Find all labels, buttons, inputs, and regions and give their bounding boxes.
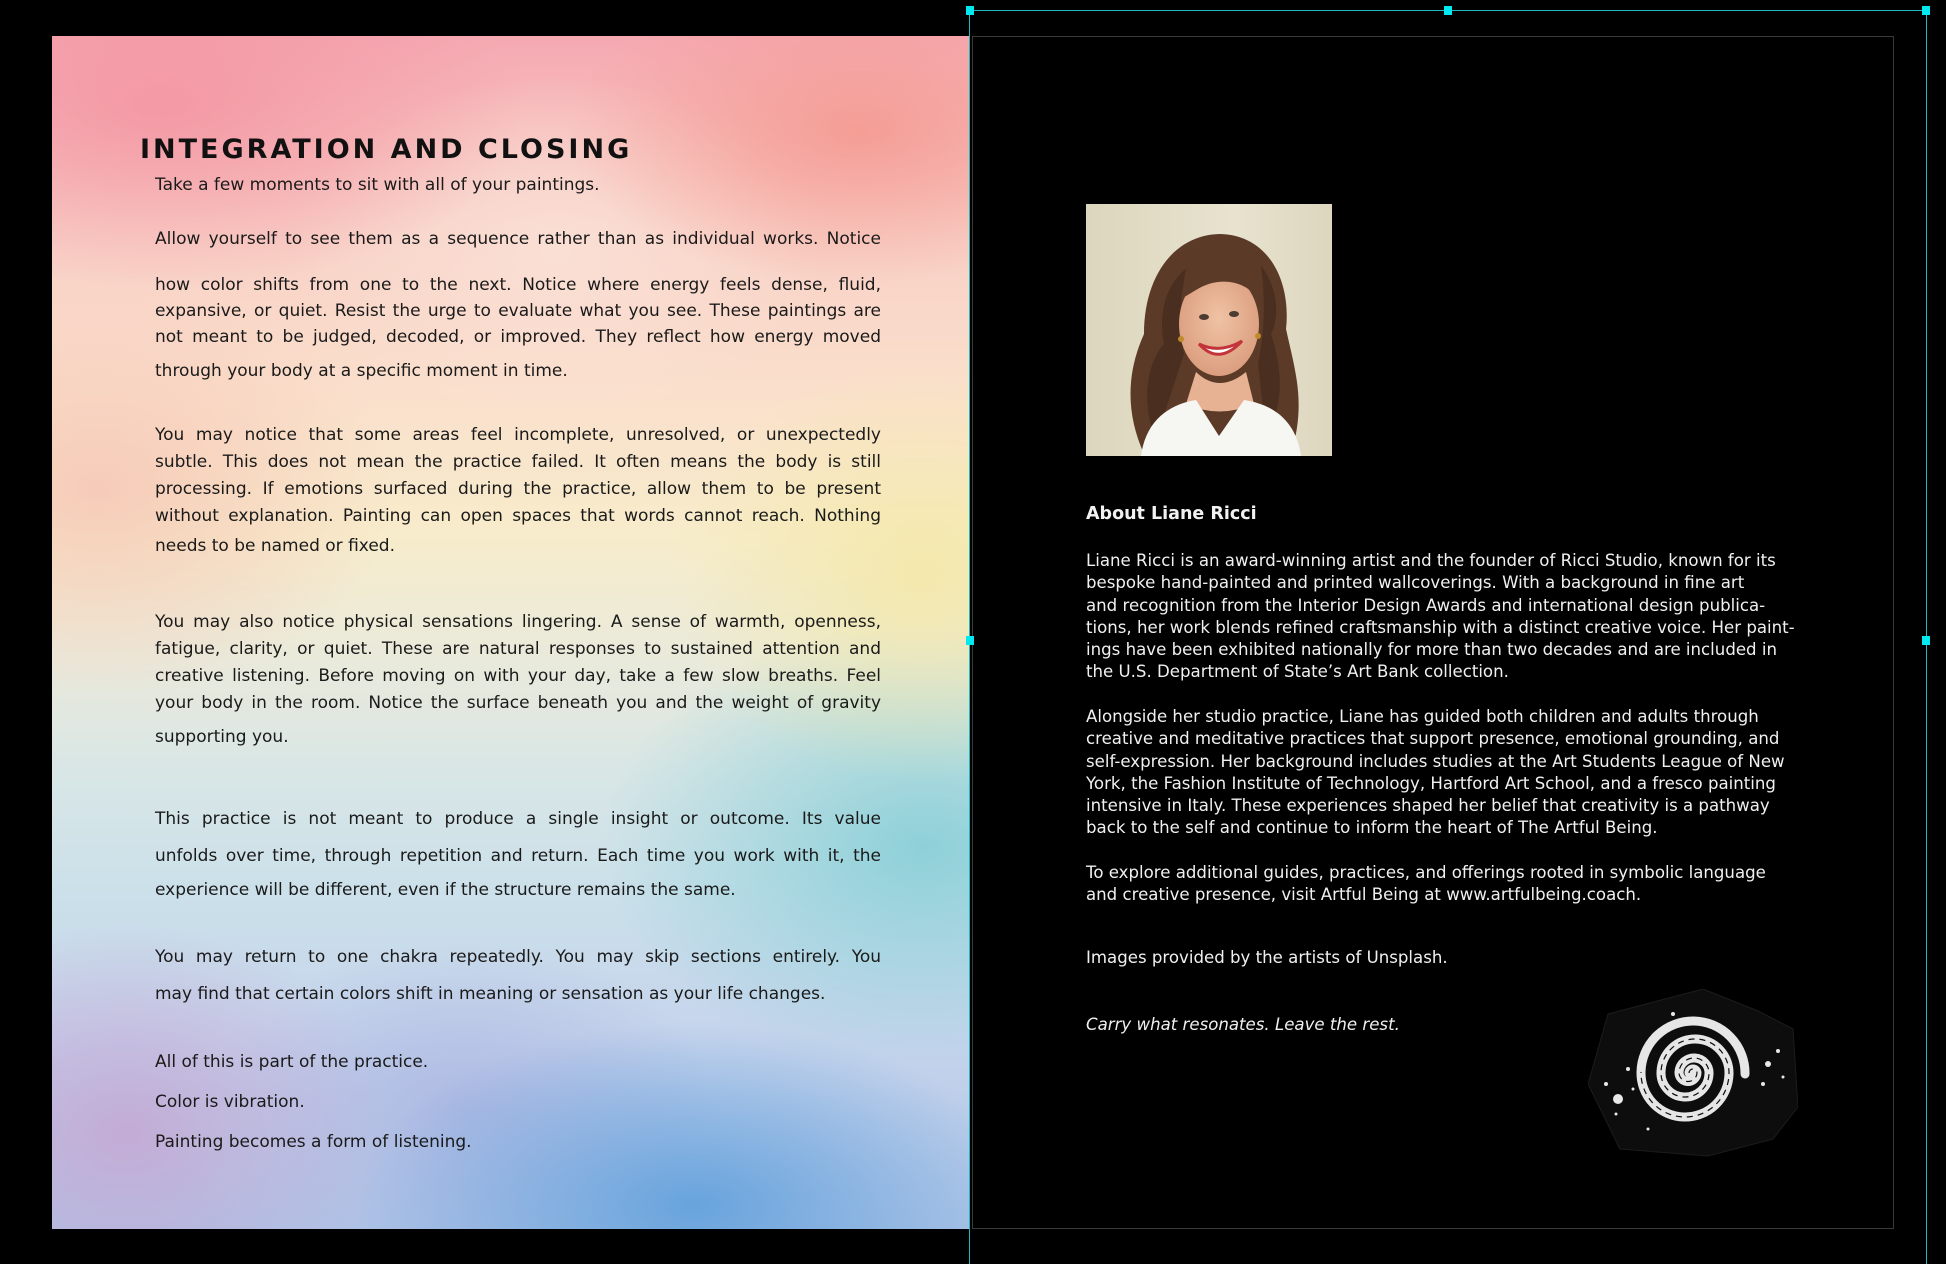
page-heading[interactable]: INTEGRATION AND CLOSING bbox=[140, 134, 633, 165]
text-line: Painting becomes a form of listening. bbox=[155, 1132, 472, 1152]
text-line: tions, her work blends refined craftsmanship with a distinct creative voice. Her paint- bbox=[1086, 617, 1795, 637]
text-line: ings have been exhibited nationally for more than two decades and are included in bbox=[1086, 640, 1777, 660]
text-line: To explore additional guides, practices, and offerings rooted in symbolic language bbox=[1086, 863, 1766, 882]
text-line: your body in the room. Notice the surface beneath you and the weight of gravity bbox=[155, 693, 881, 713]
text-line: and creative presence, visit Artful Being at www.artfulbeing.coach. bbox=[1086, 885, 1642, 905]
text-line: unfolds over time, through repetition and return. Each time you work with it, the bbox=[155, 846, 881, 866]
about-heading[interactable]: About Liane Ricci bbox=[1086, 504, 1257, 524]
text-line: creative listening. Before moving on with your day, take a few slow breaths. Feel bbox=[155, 666, 881, 686]
paragraph-sequence[interactable] bbox=[155, 272, 881, 385]
spiral-emblem-icon[interactable] bbox=[1588, 989, 1798, 1157]
author-portrait[interactable] bbox=[1086, 204, 1332, 456]
right-page[interactable] bbox=[972, 36, 1894, 1229]
text-line: and recognition from the Interior Design Awards and international design publica- bbox=[1086, 595, 1766, 615]
text-line: supporting you. bbox=[155, 727, 289, 747]
text-line: Take a few moments to sit with all of your paintings. bbox=[155, 175, 600, 195]
text-line: may find that certain colors shift in meaning or sensation as your life changes. bbox=[155, 984, 826, 1004]
text-line: You may return to one chakra repeatedly. You may skip sections entirely. You bbox=[155, 947, 881, 967]
resize-handle-middle-left[interactable] bbox=[966, 636, 974, 645]
text-line: needs to be named or fixed. bbox=[155, 536, 395, 556]
text-line: fatigue, clarity, or quiet. These are natural responses to sustained attention and bbox=[155, 639, 881, 659]
bio-paragraph-3[interactable] bbox=[1086, 862, 1806, 907]
text-line: York, the Fashion Institute of Technology, Hartford Art School, and a fresco painting bbox=[1086, 773, 1776, 793]
resize-handle-middle-right[interactable] bbox=[1922, 636, 1930, 645]
text-line: processing. If emotions surfaced during the practice, allow them to be present bbox=[155, 479, 881, 499]
text-line: experience will be different, even if the structure remains the same. bbox=[155, 880, 736, 900]
left-page-content bbox=[52, 36, 969, 1229]
text-line: intensive in Italy. These experiences shaped her belief that creativity is a pathway bbox=[1086, 796, 1770, 816]
text-line: without explanation. Painting can open spaces that words cannot reach. Nothing bbox=[155, 506, 881, 526]
text-line: Alongside her studio practice, Liane has guided both children and adults through bbox=[1086, 707, 1759, 726]
left-page[interactable] bbox=[52, 36, 969, 1229]
paragraph-sequence-lead[interactable] bbox=[155, 226, 881, 253]
text-line: through your body at a specific moment in time. bbox=[155, 361, 568, 381]
bio-paragraph-2[interactable] bbox=[1086, 706, 1806, 840]
text-line: the U.S. Department of State’s Art Bank collection. bbox=[1086, 662, 1509, 682]
text-line: Liane Ricci is an award-winning artist and the founder of Ricci Studio, known for its bbox=[1086, 551, 1776, 570]
paragraph-intro[interactable] bbox=[155, 172, 881, 199]
text-line: expansive, or quiet. Resist the urge to evaluate what you see. These paintings are bbox=[155, 301, 881, 321]
text-line: back to the self and continue to inform the heart of The Artful Being. bbox=[1086, 818, 1658, 838]
image-credit[interactable]: Images provided by the artists of Unsplash. bbox=[1086, 948, 1448, 967]
paragraph-sensations[interactable] bbox=[155, 609, 881, 751]
text-line: subtle. This does not mean the practice failed. It often means the body is still bbox=[155, 452, 881, 472]
text-line: bespoke hand-painted and printed wallcoverings. With a background in fine art bbox=[1086, 573, 1745, 593]
text-line: You may also notice physical sensations lingering. A sense of warmth, openness, bbox=[155, 612, 881, 632]
bio-paragraph-1[interactable] bbox=[1086, 550, 1806, 684]
resize-handle-top-right[interactable] bbox=[1922, 6, 1930, 15]
paragraph-return[interactable] bbox=[155, 934, 881, 1017]
text-line: not meant to be judged, decoded, or improved. They reflect how energy moved bbox=[155, 327, 881, 347]
text-line: Allow yourself to see them as a sequence rather than as individual works. Notice bbox=[155, 229, 881, 249]
paragraph-incomplete[interactable] bbox=[155, 422, 881, 560]
text-line: creative and meditative practices that support presence, emotional grounding, and bbox=[1086, 729, 1780, 749]
resize-handle-top-middle[interactable] bbox=[1444, 6, 1452, 15]
text-line: You may notice that some areas feel incomplete, unresolved, or unexpectedly bbox=[155, 425, 881, 445]
text-line: how color shifts from one to the next. Notice where energy feels dense, fluid, bbox=[155, 275, 881, 295]
text-line: All of this is part of the practice. bbox=[155, 1052, 429, 1072]
text-line: This practice is not meant to produce a single insight or outcome. Its value bbox=[155, 809, 881, 829]
text-line: self-expression. Her background includes studies at the Art Students League of New bbox=[1086, 751, 1785, 771]
closing-line-2[interactable] bbox=[155, 1089, 881, 1116]
paragraph-practice[interactable] bbox=[155, 796, 881, 913]
closing-line-3[interactable] bbox=[155, 1129, 881, 1156]
closing-line-1[interactable] bbox=[155, 1049, 881, 1076]
text-line: Color is vibration. bbox=[155, 1092, 305, 1112]
resize-handle-top-left[interactable] bbox=[966, 6, 974, 15]
portrait-image bbox=[1086, 204, 1332, 456]
tagline[interactable]: Carry what resonates. Leave the rest. bbox=[1086, 1015, 1400, 1034]
